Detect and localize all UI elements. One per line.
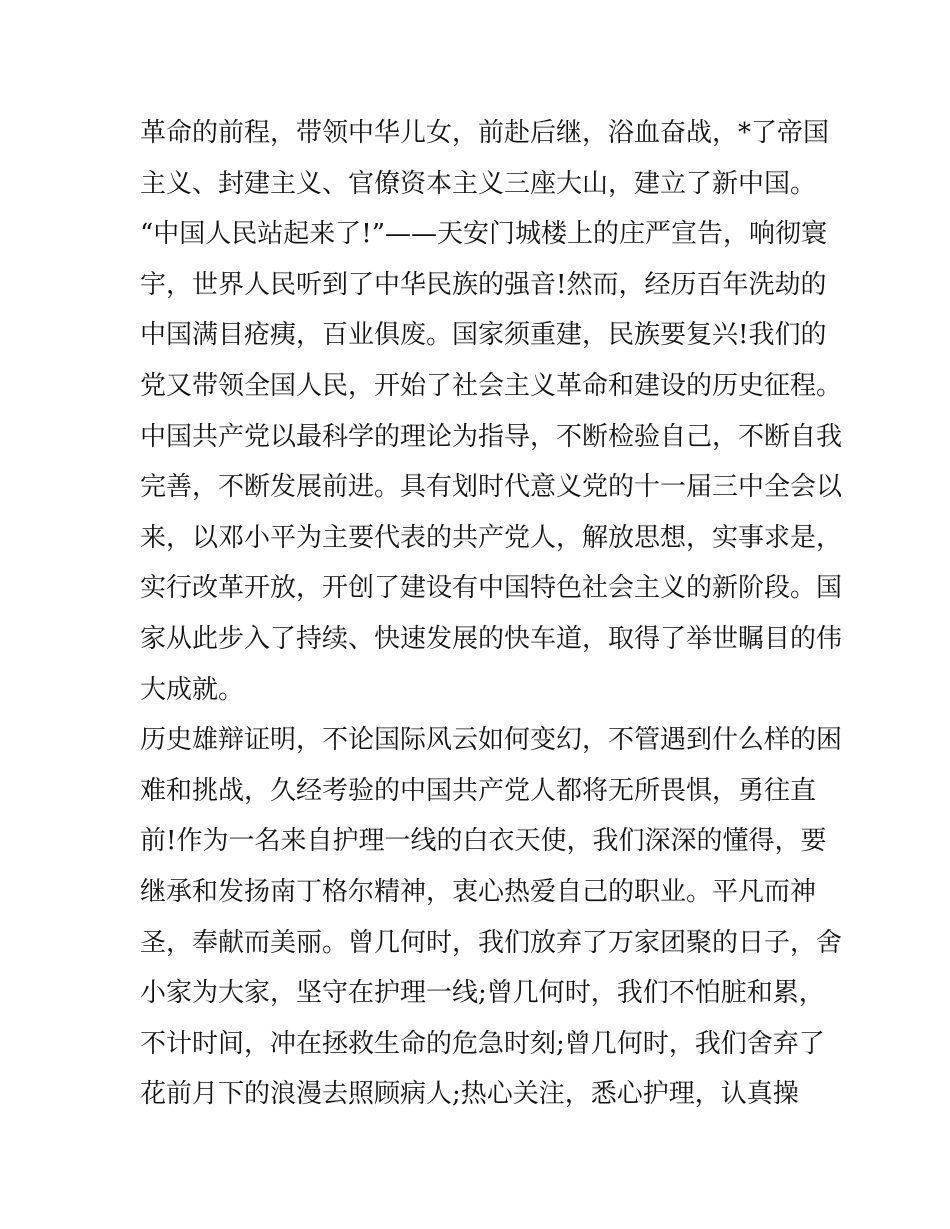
text-line: 小家为大家，坚守在护理一线;曾几何时，我们不怕脏和累， <box>140 978 825 1009</box>
text-line: 圣，奉献而美丽。曾几何时，我们放弃了万家团聚的日子，舍 <box>140 927 843 958</box>
text-line: 大成就。 <box>140 674 245 705</box>
text-line: 中国共产党以最科学的理论为指导，不断检验自己，不断自我 <box>140 421 843 452</box>
text-line: 实行改革开放，开创了建设有中国特色社会主义的新阶段。国 <box>140 573 843 604</box>
text-line: 历史雄辩证明，不论国际风云如何变幻，不管遇到什么样的困 <box>140 725 843 756</box>
text-line: 宇，世界人民听到了中华民族的强音!然而，经历百年洗劫的 <box>140 269 827 300</box>
text-line: “中国人民站起来了!”——天安门城楼上的庄严宣告，响彻寰 <box>140 219 828 250</box>
text-line: 花前月下的浪漫去照顾病人;热心关注，悉心护理，认真操 <box>140 1079 799 1110</box>
text-line: 继承和发扬南丁格尔精神，衷心热爱自己的职业。平凡而神 <box>140 876 817 907</box>
text-line: 革命的前程，带领中华儿女，前赴后继，浴血奋战，*了帝国 <box>140 118 830 148</box>
text-line: 主义、封建主义、官僚资本主义三座大山，建立了新中国。 <box>140 168 817 199</box>
text-line: 家从此步入了持续、快速发展的快车道，取得了举世瞩目的伟 <box>140 623 843 654</box>
text-line: 完善，不断发展前进。具有划时代意义党的十一届三中全会以 <box>140 472 843 503</box>
text-line: 来，以邓小平为主要代表的共产党人，解放思想，实事求是， <box>140 522 843 553</box>
text-line: 党又带领全国人民，开始了社会主义革命和建设的历史征程。 <box>140 370 843 401</box>
text-line: 中国满目疮痍，百业俱废。国家须重建，民族要复兴!我们的 <box>140 320 827 351</box>
text-line: 难和挑战，久经考验的中国共产党人都将无所畏惧，勇往直 <box>140 775 817 806</box>
text-line: 不计时间，冲在拯救生命的危急时刻;曾几何时，我们舍弃了 <box>140 1028 825 1059</box>
text-line: 前!作为一名来自护理一线的白衣天使，我们深深的懂得，要 <box>140 826 827 857</box>
body-text <box>140 108 843 1120</box>
